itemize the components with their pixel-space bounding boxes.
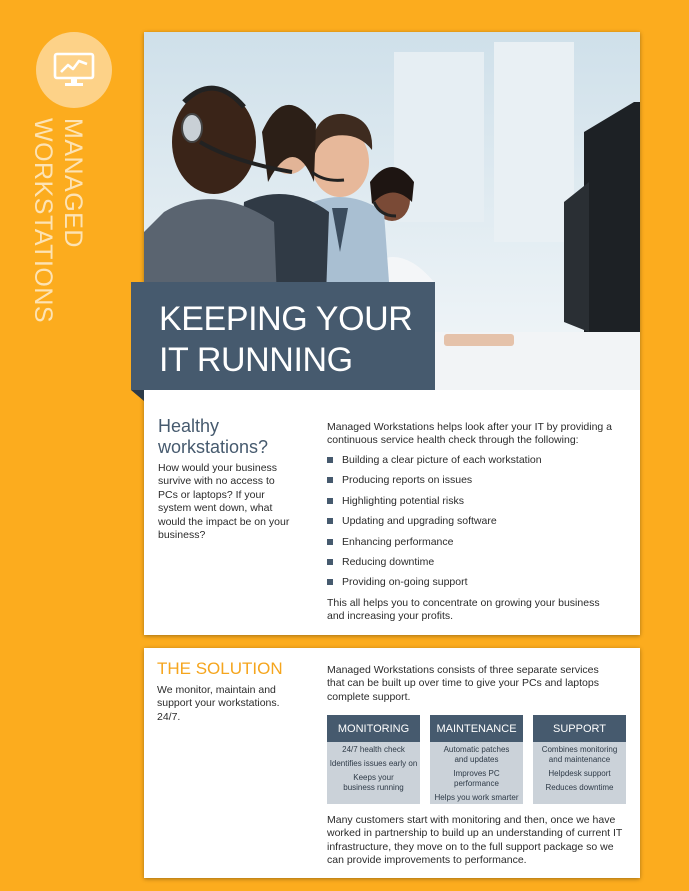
solution-lead: Managed Workstations consists of three separate services that can be built up over time to give your PCs and laptops complete support. bbox=[327, 664, 599, 703]
bullet-square-icon bbox=[327, 477, 333, 483]
headline-banner bbox=[131, 282, 435, 390]
bullet-square-icon bbox=[327, 559, 333, 565]
service-support bbox=[533, 715, 626, 804]
bullet-square-icon bbox=[327, 518, 333, 524]
service-maintenance bbox=[430, 715, 523, 804]
intro-question: How would your business survive with no access to PCs or laptops? If your system went down, what would the impact be on your business? bbox=[158, 462, 290, 542]
solution-panel bbox=[144, 648, 640, 878]
list-item: Enhancing performance bbox=[327, 536, 627, 556]
list-item: Building a clear picture of each workstation bbox=[327, 454, 627, 474]
service-name: MAINTENANCE bbox=[430, 715, 523, 742]
intro-heading: Healthy workstations? bbox=[158, 416, 269, 457]
list-item: Providing on-going support bbox=[327, 576, 627, 596]
service-features: Automatic patches and updates Improves PC performance Helps you work smarter bbox=[430, 742, 523, 804]
sidebar-title: MANAGED WORKSTATIONS bbox=[29, 118, 87, 324]
solution-tagline: We monitor, maintain and support your workstations. 24/7. bbox=[157, 684, 280, 723]
list-item: Highlighting potential risks bbox=[327, 495, 627, 515]
intro-closing: This all helps you to concentrate on growing your business and increasing your profits. bbox=[327, 597, 600, 623]
service-name: SUPPORT bbox=[533, 715, 626, 742]
headline-line-1: KEEPING YOUR bbox=[159, 300, 413, 338]
service-features: Combines monitoring and maintenance Helpdesk support Reduces downtime bbox=[533, 742, 626, 804]
solution-closing: Many customers start with monitoring and then, once we have worked in partnership to build up an understanding of current IT infrastructure, they move on to the full support package so we can provide improvements to performance. bbox=[327, 814, 623, 867]
bullet-square-icon bbox=[327, 539, 333, 545]
bullet-square-icon bbox=[327, 498, 333, 504]
solution-title: THE SOLUTION bbox=[157, 659, 283, 678]
service-monitoring bbox=[327, 715, 420, 804]
list-item: Reducing downtime bbox=[327, 556, 627, 576]
list-item: Updating and upgrading software bbox=[327, 515, 627, 535]
bullet-square-icon bbox=[327, 579, 333, 585]
monitor-chart-icon bbox=[52, 51, 96, 89]
headline-line-2: IT RUNNING bbox=[159, 341, 353, 379]
service-name: MONITORING bbox=[327, 715, 420, 742]
intro-lead: Managed Workstations helps look after your IT by providing a continuous service health check through the following: bbox=[327, 421, 613, 447]
benefit-list bbox=[327, 454, 627, 597]
service-features: 24/7 health check Identifies issues early on Keeps your business running bbox=[327, 742, 420, 804]
monitor-chart-badge bbox=[36, 32, 112, 108]
banner-fold bbox=[131, 390, 144, 401]
bullet-square-icon bbox=[327, 457, 333, 463]
list-item: Producing reports on issues bbox=[327, 474, 627, 494]
